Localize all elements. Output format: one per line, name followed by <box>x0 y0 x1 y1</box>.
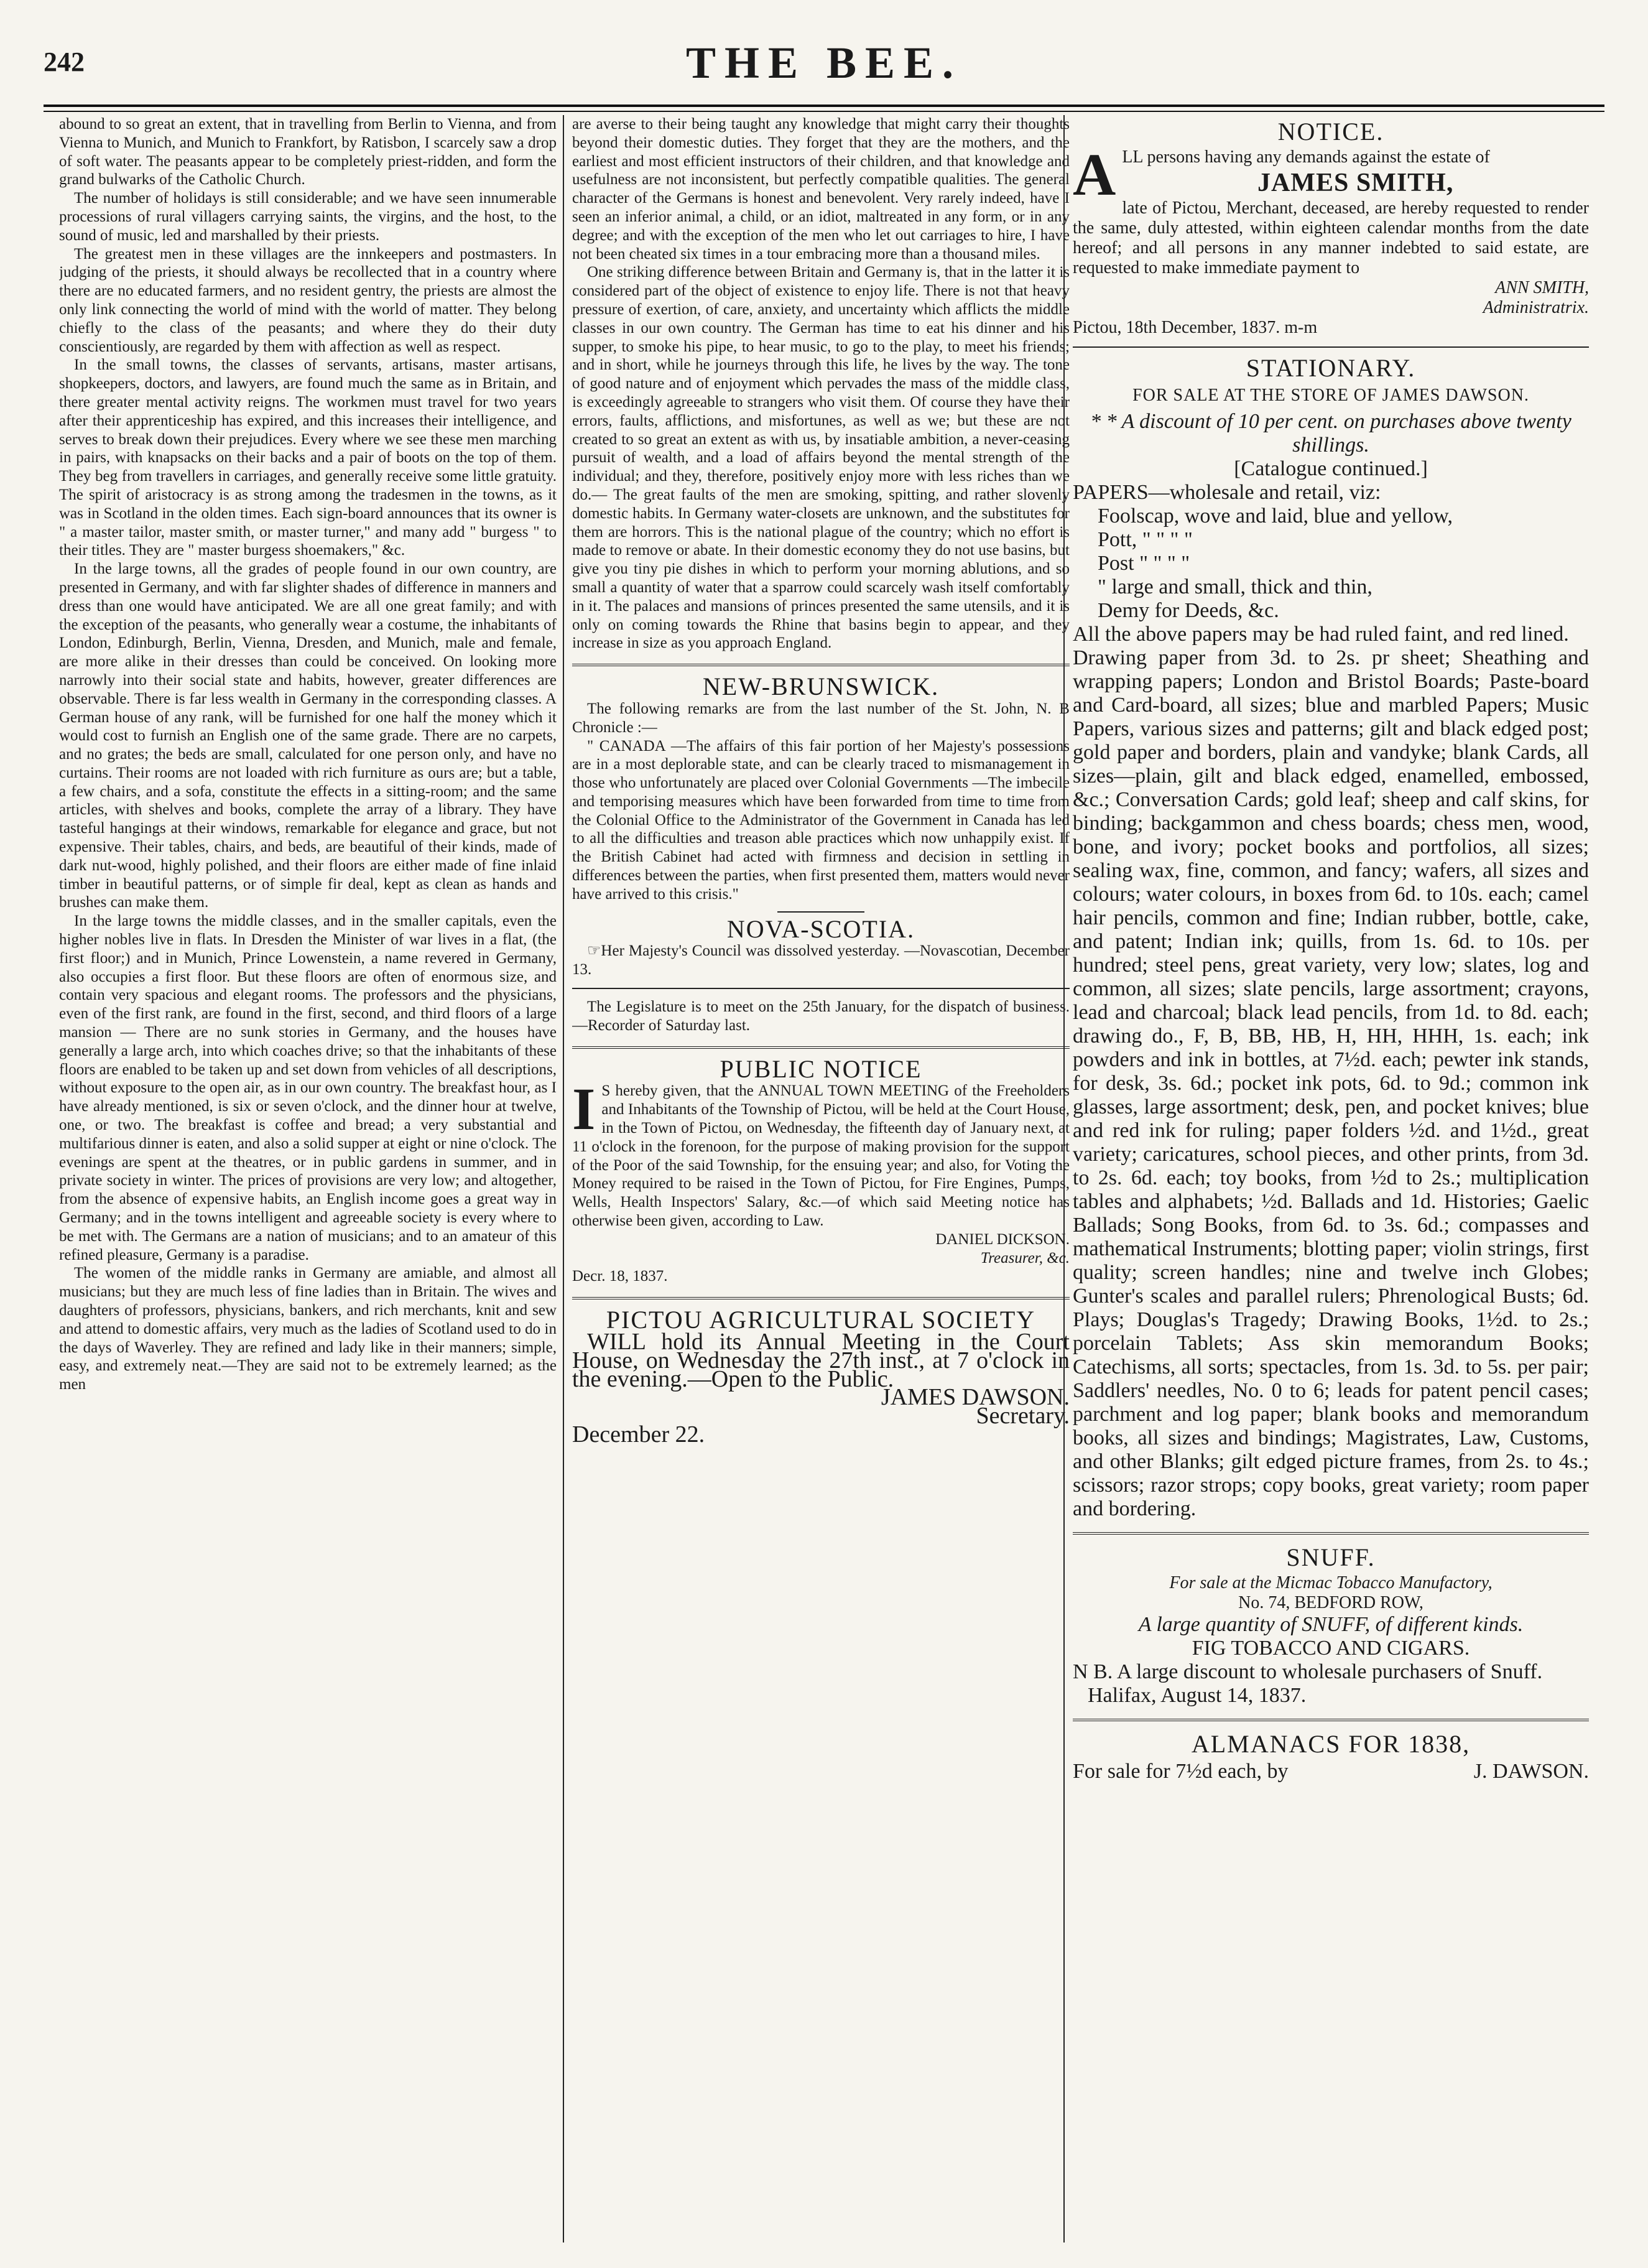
stationary-body: Drawing paper from 3d. to 2s. pr sheet; Sheathing and wrapping papers; London and Bristol Boards; Paste-board and Card-board, all sizes; blue and marbled Papers; Music Papers, various sizes and patterns; gilt and black edged post; gold paper and borders, plain and vandyke; blank Cards, all sizes—plain, gilt and black edged, enamelled, embossed, &c.; Conversation Cards; gold leaf; sheep and calf skins, for binding; backgammon and chess boards; chess men, wood, bone, and ivory; pocket books and portfolios, all sizes; sealing wax, fine, common, and fancy; wafers, all sizes and colours; water colours, in boxes from 6d. to 10s. each; camel hair pencils, common and fine; Indian rubber, bottle, cake, and patent; Indian ink; quills, from 1s. 6d. to 10s. per hundred; steel pens, great variety, very low; slates, log and common, all sizes; slate pencils, large assortment; crayons, lead and charcoal; black lead pencils, from 1d. to 8d. each; drawing do., F, B, BB, HB, H, HH, HHH, 1s. each; ink powders and ink in bottles, at 7½d. each; pewter ink stands, for desk, 3s. 6d.; pocket ink pots, 6d. to 9d.; common ink glasses, large assortment; desk, pen, and pocket knives; blue and red ink for ruling; paper folders ½d. and 1½d., great variety; caricatures, school pieces, and other prints, from 3d. to 2s. 6d. each; toy books, from ½d to 2s.; multiplication tables and alphabets; ½d. Ballads and 1d. Histories; Gaelic Ballads; Song Books, from 6d. to 3s. 6d.; compasses and mathematical Instruments; blotting paper; violin strings, first quality; screen handles; nine and twelve inch Globes; Gunter's scales and parallel rulers; Phrenological Busts; 6d. Plays; Douglas's Tragedy; Drawing Books, 1½d. to 2s.; porcelain Tablets; Ass skin memorandum Books; Catechisms, all sorts; spectacles, from 1s. 3d. to 5s. per pair; Saddlers' needles, No. 0 to 6; leads for patent pencil cases; parchment and log paper; blank books and memorandum books, all sizes and bindings; Magistrates, Law, Customs, and other Blanks; gilt edged picture frames, from 2s. to 4s.; scissors; razor strops; copy books, great variety; room paper and bordering. <box>1073 646 1589 1520</box>
nova-scotia-body: ☞Her Majesty's Council was dissolved yesterday. —Novascotian, December 13. <box>572 942 1070 978</box>
agricultural-society-title: Secretary. <box>976 1403 1070 1429</box>
list-item: Demy for Deeds, &c. <box>1098 599 1279 622</box>
section-rule <box>1073 1719 1589 1721</box>
section-rule <box>572 988 1070 989</box>
snuff-subheading: For sale at the Micmac Tobacco Manufactory, <box>1169 1573 1493 1592</box>
stationary-papers: PAPERS—wholesale and retail, viz: <box>1073 481 1381 504</box>
list-item: Pott, " " " " <box>1098 528 1193 551</box>
almanacs-body <box>1073 1760 1589 1783</box>
notice-date: Pictou, 18th December, 1837. m-m <box>1073 318 1318 337</box>
notice-text: LL persons having any demands against the estate of <box>1122 147 1490 167</box>
legislature-body: The Legislature is to meet on the 25th January, for the dispatch of business.—Recorder of Saturday last. <box>572 998 1070 1034</box>
notice-deceased-name: JAMES SMITH, <box>1257 169 1454 197</box>
stationary-discount: * * A discount of 10 per cent. on purchases above twenty shillings. <box>1090 410 1572 457</box>
article-paragraph: The number of holidays is still considerable; and we have seen innumerable processions of rural villagers carrying saints, the virgins, and the host, to the sound of music, led and marshalled by their priests. <box>59 190 557 244</box>
agricultural-society-date: December 22. <box>572 1421 705 1448</box>
column-2 <box>572 115 1070 2242</box>
snuff-date: Halifax, August 14, 1837. <box>1088 1684 1307 1707</box>
public-notice-body <box>572 1076 1070 1230</box>
notice-signature: ANN SMITH, <box>1495 278 1589 297</box>
section-rule <box>572 1297 1070 1299</box>
notice-body-2: late of Pictou, Merchant, deceased, are hereby requested to render the same, duly attested, within eighteen calendar months from the date hereof; and all persons in any manner indebted to said estate, are requested to make immediate payment to <box>1073 198 1589 277</box>
section-rule <box>1073 1532 1589 1535</box>
article-paragraph: In the large towns, all the grades of people found in our own country, are presented in Germany, and with far slighter shades of difference in manners and dress than one would have anticipated. We are all one great family; and with the exception of the peasants, who generally wear a costume, the inhabitants of London, Edinburgh, Berlin, Vienna, Dresden, and Munich, male and female, are more alike in their dresses than could be conceived. On looking more narrowly into their social state and habits, however, greater differences are observable. There is far less wealth in Germany in the corresponding classes. A German house of any rank, will be furnished for one half the money which it would cost to furnish an English one of the same grade. There are no carpets, and no grates; the beds are small, calculated for one person only, and have no curtains. Their rooms are not loaded with rich furniture as ours are; but a table, a few chairs, and a sofa, constitute the effects in a sitting-room; and the same articles, with shelves and books, complete the array of a library. They have tasteful hangings at their windows, remarkable for elegance and grace, but not expensive. Their tables, chairs, and beds, are beautiful of their kinds, made of dark nut-wood, highly polished, and their floors are either made of fine inlaid timber in beautiful patterns, or of simple fir deal, kept as clean as hands and brushes can make them. <box>59 560 557 911</box>
page-number: 242 <box>44 47 85 77</box>
stationary-paper-list <box>1098 504 1589 623</box>
list-item: Post " " " " <box>1098 552 1190 575</box>
public-notice-heading: PUBLIC NOTICE <box>720 1054 922 1083</box>
section-rule <box>572 664 1070 666</box>
new-brunswick-intro: The following remarks are from the last number of the St. John, N. B Chronicle :— <box>572 700 1070 736</box>
snuff-quantity: A large quantity of SNUFF, of different kinds. <box>1138 1613 1524 1636</box>
public-notice-date: Decr. 18, 1837. <box>572 1268 668 1285</box>
section-rule <box>777 911 864 913</box>
drop-cap: A <box>1073 141 1116 208</box>
list-item: Foolscap, wove and laid, blue and yellow, <box>1098 504 1453 527</box>
article-paragraph: The greatest men in these villages are the innkeepers and postmasters. In judging of the priests, it should always be recollected that in a country where there are no educated farmers, and no resident gentry, the priests are almost the only link connecting the world of mind with the world of matter. They belong chiefly to the class of the peasants; and where they do their duty conscientiously, are regarded by them with affection as well as respect. <box>59 245 557 355</box>
list-item: " large and small, thick and thin, <box>1098 575 1373 598</box>
snuff-heading: SNUFF. <box>1286 1543 1376 1571</box>
almanacs-text: For sale for 7½d each, by <box>1073 1760 1289 1783</box>
column-divider <box>563 115 564 2242</box>
almanacs-heading: ALMANACS FOR 1838, <box>1191 1730 1471 1758</box>
column-3 <box>1073 115 1589 2242</box>
stationary-ruled: All the above papers may be had ruled faint, and red lined. <box>1073 623 1569 646</box>
snuff-fig-tobacco: FIG TOBACCO AND CIGARS. <box>1192 1637 1470 1660</box>
nova-scotia-heading: NOVA-SCOTIA. <box>726 914 915 943</box>
new-brunswick-heading: NEW-BRUNSWICK. <box>702 672 940 701</box>
header-rule <box>44 105 1604 112</box>
article-paragraph: are averse to their being taught any knowledge that might carry their thoughts beyond their domestic duties. They forget that they are the mothers, and the earliest and most efficient instructors of their children, and that knowledge and usefulness are not inconsistent, but perfectly compatible qualities. The general character of the Germans is honest and benevolent. Very rarely indeed, have I seen an inferior animal, a child, or an idiot, maltreated in any form, or in any degree; and with the exception of the men who let out carriages to hire, I have not been cheated six times in a tour embracing more than a thousand miles. <box>572 116 1070 263</box>
stationary-catalogue: [Catalogue continued.] <box>1234 457 1428 480</box>
article-paragraph: The women of the middle ranks in Germany are amiable, and almost all musicians; but they are much less of fine ladies than in Britain. The wives and daughters of professors, physicians, bankers, and rich merchants, knit and sew and attend to domestic affairs, very much as the ladies of Scotland used to do in the days of Waverley. They are refined and lady like in their manners; simple, easy, and extremely neat.—They are said not to be extremely learned; as the men <box>59 1265 557 1393</box>
snuff-address: No. 74, BEDFORD ROW, <box>1238 1593 1423 1612</box>
masthead <box>44 37 1604 100</box>
article-paragraph: abound to so great an extent, that in travelling from Berlin to Vienna, and from Vienna to Munich, and Munich to Frankfort, by Ratisbon, I scarcely saw a drop of soft water. The peasants appear to be completely priest-ridden, and form the grand bulwarks of the Catholic Church. <box>59 116 557 188</box>
section-rule <box>572 1046 1070 1049</box>
paper-title: THE BEE. <box>685 38 963 88</box>
agricultural-society-heading: PICTOU AGRICULTURAL SOCIETY <box>606 1306 1036 1334</box>
column-1 <box>59 115 557 2242</box>
public-notice-signature: DANIEL DICKSON. <box>935 1230 1070 1248</box>
stationary-heading: STATIONARY. <box>1246 354 1416 382</box>
notice-title: Administratrix. <box>1483 298 1589 317</box>
drop-cap: I <box>572 1076 596 1143</box>
article-paragraph: In the small towns, the classes of servants, artisans, master artisans, shopkeepers, doctors, and lawyers, are found much the same as in Britain, and there greater mental activity reigns. The workmen must travel for two years after their apprenticeship has expired, and this increases their intelligence, and serves to break down their prejudices. Every where we see these men marching in pairs, with knapsacks on their backs and a pair of boots on the top of them. They beg from travellers in carriages, and generally receive some little gratuity. The spirit of aristocracy is as strong among the tradesmen in the towns, as it was in Scotland in the olden times. Each sign-board announces that its owner is " a master tailor, master smith, or master turner," and many add " burgess " to their titles. They are " master burgess shoemakers," &c. <box>59 356 557 559</box>
notice-heading: NOTICE. <box>1277 118 1384 146</box>
agricultural-society-signature: JAMES DAWSON. <box>881 1384 1070 1411</box>
agricultural-society-body: WILL hold its Annual Meeting in the Court House, on Wednesday the 27th inst., at 7 o'clock in the evening.—Open to the Public. <box>572 1329 1070 1392</box>
almanacs-signature: J. DAWSON. <box>1473 1760 1589 1783</box>
stationary-subheading: FOR SALE AT THE STORE OF JAMES DAWSON. <box>1132 386 1529 405</box>
snuff-note: N B. A large discount to wholesale purchasers of Snuff. <box>1073 1660 1543 1683</box>
new-brunswick-body: " CANADA —The affairs of this fair portion of her Majesty's possessions are in a most deplorable state, and can be clearly traced to mismanagement in those who unfortunately are placed over Colonial Governments —The imbecile and temporising measures which have been forwarded from time to time from the Colonial Office to the Administrator of the Government in Canada has led to all the difficulties and treason able practices which now unhappily exist. If the British Cabinet had acted with firmness and decision in settling in differences between the parties, when first presented them, matters would never have arrived to this crisis." <box>572 737 1070 903</box>
public-notice-title: Treasurer, &c. <box>980 1249 1070 1266</box>
article-paragraph: In the large towns the middle classes, and in the smaller capitals, even the higher nobles live in flats. In Dresden the Minister of war lives in a flat, (the first floor;) and in Munich, Prince Lowenstein, a name revered in Germany, also occupies a first floor. But these floors are often of enormous size, and contain very spacious and elegant rooms. The professors and the physicians, even of the first rank, are found in the first, second, and third floors of a large mansion — There are no sunk stories in Germany, and the houses have generally a large arch, into which coaches drive; so that the inhabitants of these floors are enabled to be taken up and set down from vehicles of all descriptions, without exposure to the open air, as in our own country. The breakfast hour, as I have already mentioned, is six or seven o'clock, and the dinner hour at twelve, one, or two. The breakfast is coffee and bread; a very substantial and multifarious dinner is eaten, and also a solid supper at eight or nine o'clock. The evenings are spent at the theatres, or in public gardens in summer, and in private society in winter. The prices of provisions are very low; and altogether, from the absence of expensive habits, an English income goes a great way in Germany; and in the towns intelligent and agreeable society is every where to be met with. The Germans are a nation of musicians; and to an amateur of this refined pleasure, Germany is a paradise. <box>59 913 557 1263</box>
article-paragraph: One striking difference between Britain and Germany is, that in the latter it is considered part of the object of existence to enjoy life. There is not that heavy pressure of exertion, of care, anxiety, and uncertainty which afflicts the middle classes in our own country. The German has time to eat his dinner and his supper, to smoke his pipe, to hear music, to go to the play, to meet his friends; and in short, while he journeys through this life, he lives by the way. The tone of good nature and of enjoyment which pervades the mass of the middle class, is exceedingly agreeable to strangers who visit them. Of course they have their errors, faults, afflictions, and misfortunes, as well as we; but these are not created to so great an extent as with us, by insatiable ambition, a never-ceasing pursuit of wealth, and a load of affairs beyond the mental strength of the individual; and they, therefore, positively enjoy more with less riches than we do.— The great faults of the men are smoking, spitting, and rather slovenly domestic habits. In Germany water-closets are unknown, and the substitutes for them are horrors. This is the national plague of the country; which no effort is made to remove or abate. In their domestic economy they do not use basins, but give you tiny pie dishes in which to perform your morning ablutions, and so small a quantity of water that a sparrow could scarcely wash itself comfortably in it. The palaces and mansions of princes presented the same utensils, and it is only on coming towards the Rhine that basins begin to appear, and they increase in size as you approach England. <box>572 264 1070 652</box>
section-rule <box>1073 346 1589 348</box>
public-notice-text: S hereby given, that the ANNUAL TOWN MEETING of the Freeholders and Inhabitants of the Township of Pictou, will be held at the Court House, in the Town of Pictou, on Wednesday, the fifteenth day of January next, at 11 o'clock in the forenoon, for the purpose of making provision for the support of the Poor of the said Township, for the ensuing year; and also, for Voting the Money required to be raised in the Town of Pictou, for Fire Engines, Pumps, Wells, Health Inspectors' Salary, &c.—of which said Meeting notice has otherwise been given, according to Law. <box>572 1082 1070 1230</box>
